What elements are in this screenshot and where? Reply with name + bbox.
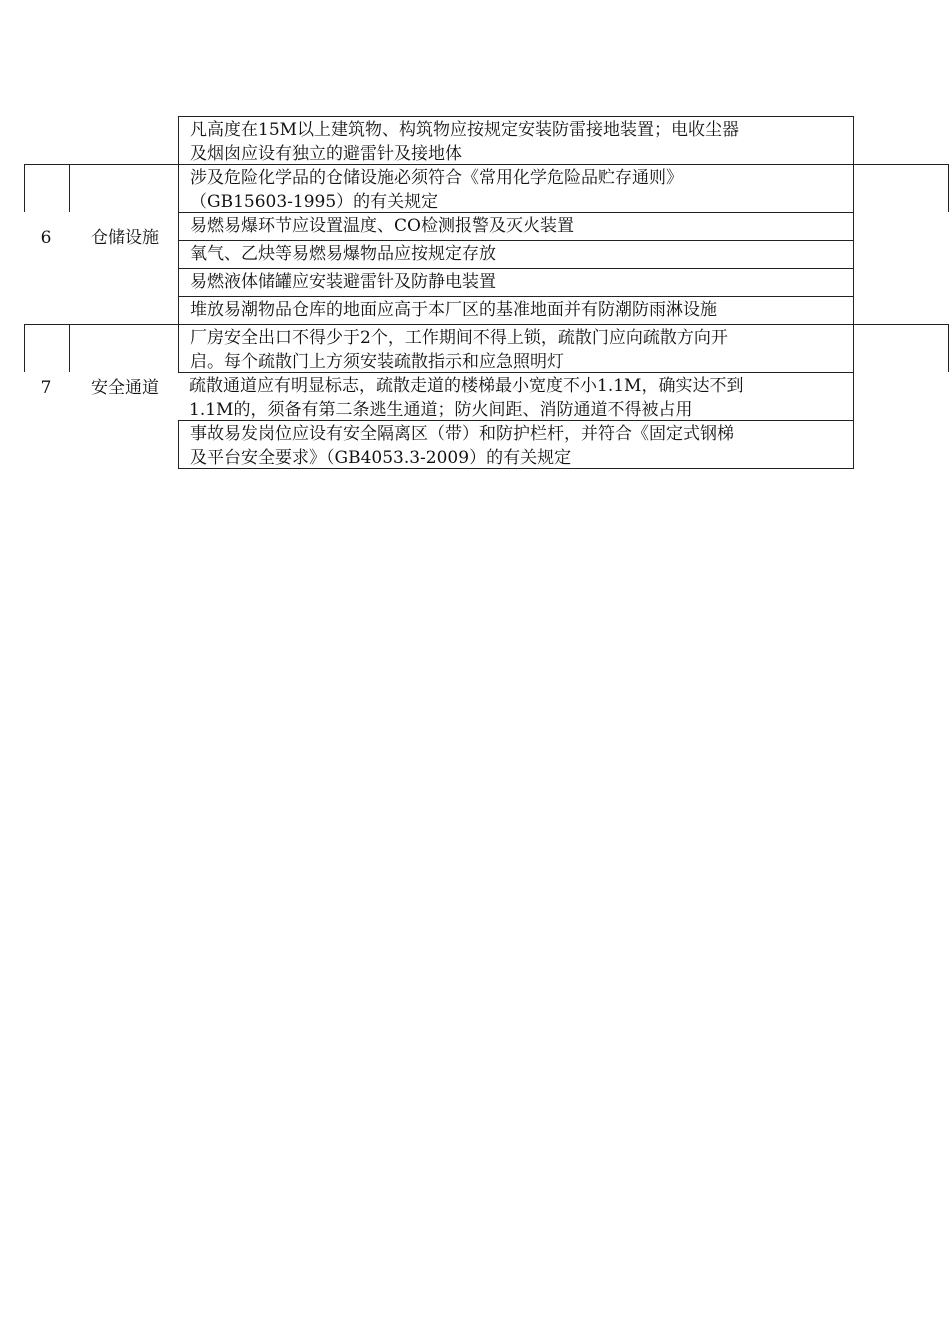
section-7-number: 7 xyxy=(40,378,52,398)
section-7-category: 安全通道 xyxy=(91,378,159,398)
requirement-line: 易燃易爆环节应设置温度、CO检测报警及灭火装置 xyxy=(190,216,574,236)
section-7-left-tick xyxy=(24,324,25,372)
requirement-line: 及烟囱应设有独立的避雷针及接地体 xyxy=(190,144,462,164)
requirement-cell xyxy=(178,372,854,421)
requirement-line: 氧气、乙炔等易燃易爆物品应按规定存放 xyxy=(190,244,496,264)
requirement-cell xyxy=(178,420,854,469)
requirement-cell xyxy=(178,212,854,241)
section-6-left-tick xyxy=(24,164,25,212)
requirement-line: 及平台安全要求》（GB4053.3-2009）的有关规定 xyxy=(190,448,572,468)
requirement-line: 事故易发岗位应设有安全隔离区（带）和防护栏杆，并符合《固定式钢梯 xyxy=(190,424,734,444)
section-7-right-tick xyxy=(948,324,949,372)
requirement-line: 涉及危险化学品的仓储设施必须符合《常用化学危险品贮存通则》 xyxy=(190,168,683,188)
requirement-cell xyxy=(178,268,854,297)
requirement-line: 厂房安全出口不得少于2个，工作期间不得上锁，疏散门应向疏散方向开 xyxy=(190,328,728,348)
requirement-cell xyxy=(178,324,854,373)
requirement-line: 启。每个疏散门上方须安装疏散指示和应急照明灯 xyxy=(190,352,564,372)
requirement-line: 凡高度在15M以上建筑物、构筑物应按规定安装防雷接地装置；电收尘器 xyxy=(190,120,740,140)
requirement-line: 易燃液体储罐应安装避雷针及防静电装置 xyxy=(190,272,496,292)
requirement-line: 堆放易潮物品仓库的地面应高于本厂区的基准地面并有防潮防雨淋设施 xyxy=(190,300,717,320)
section-6-divider-tick xyxy=(69,164,70,212)
section-6-category: 仓储设施 xyxy=(91,228,159,248)
requirement-cell xyxy=(178,296,854,325)
section-7-divider-tick xyxy=(69,324,70,372)
section-6-number: 6 xyxy=(40,228,52,248)
requirement-line: 疏散通道应有明显标志，疏散走道的楼梯最小宽度不小1.1M，确实达不到 xyxy=(189,376,744,396)
requirement-cell-lightning xyxy=(178,116,854,165)
requirement-cell xyxy=(178,164,854,213)
requirement-line: （GB15603-1995）的有关规定 xyxy=(190,192,439,212)
section-6-right-tick xyxy=(948,164,949,212)
requirement-cell xyxy=(178,240,854,269)
requirement-line: 1.1M的，须备有第二条逃生通道；防火间距、消防通道不得被占用 xyxy=(189,400,693,420)
